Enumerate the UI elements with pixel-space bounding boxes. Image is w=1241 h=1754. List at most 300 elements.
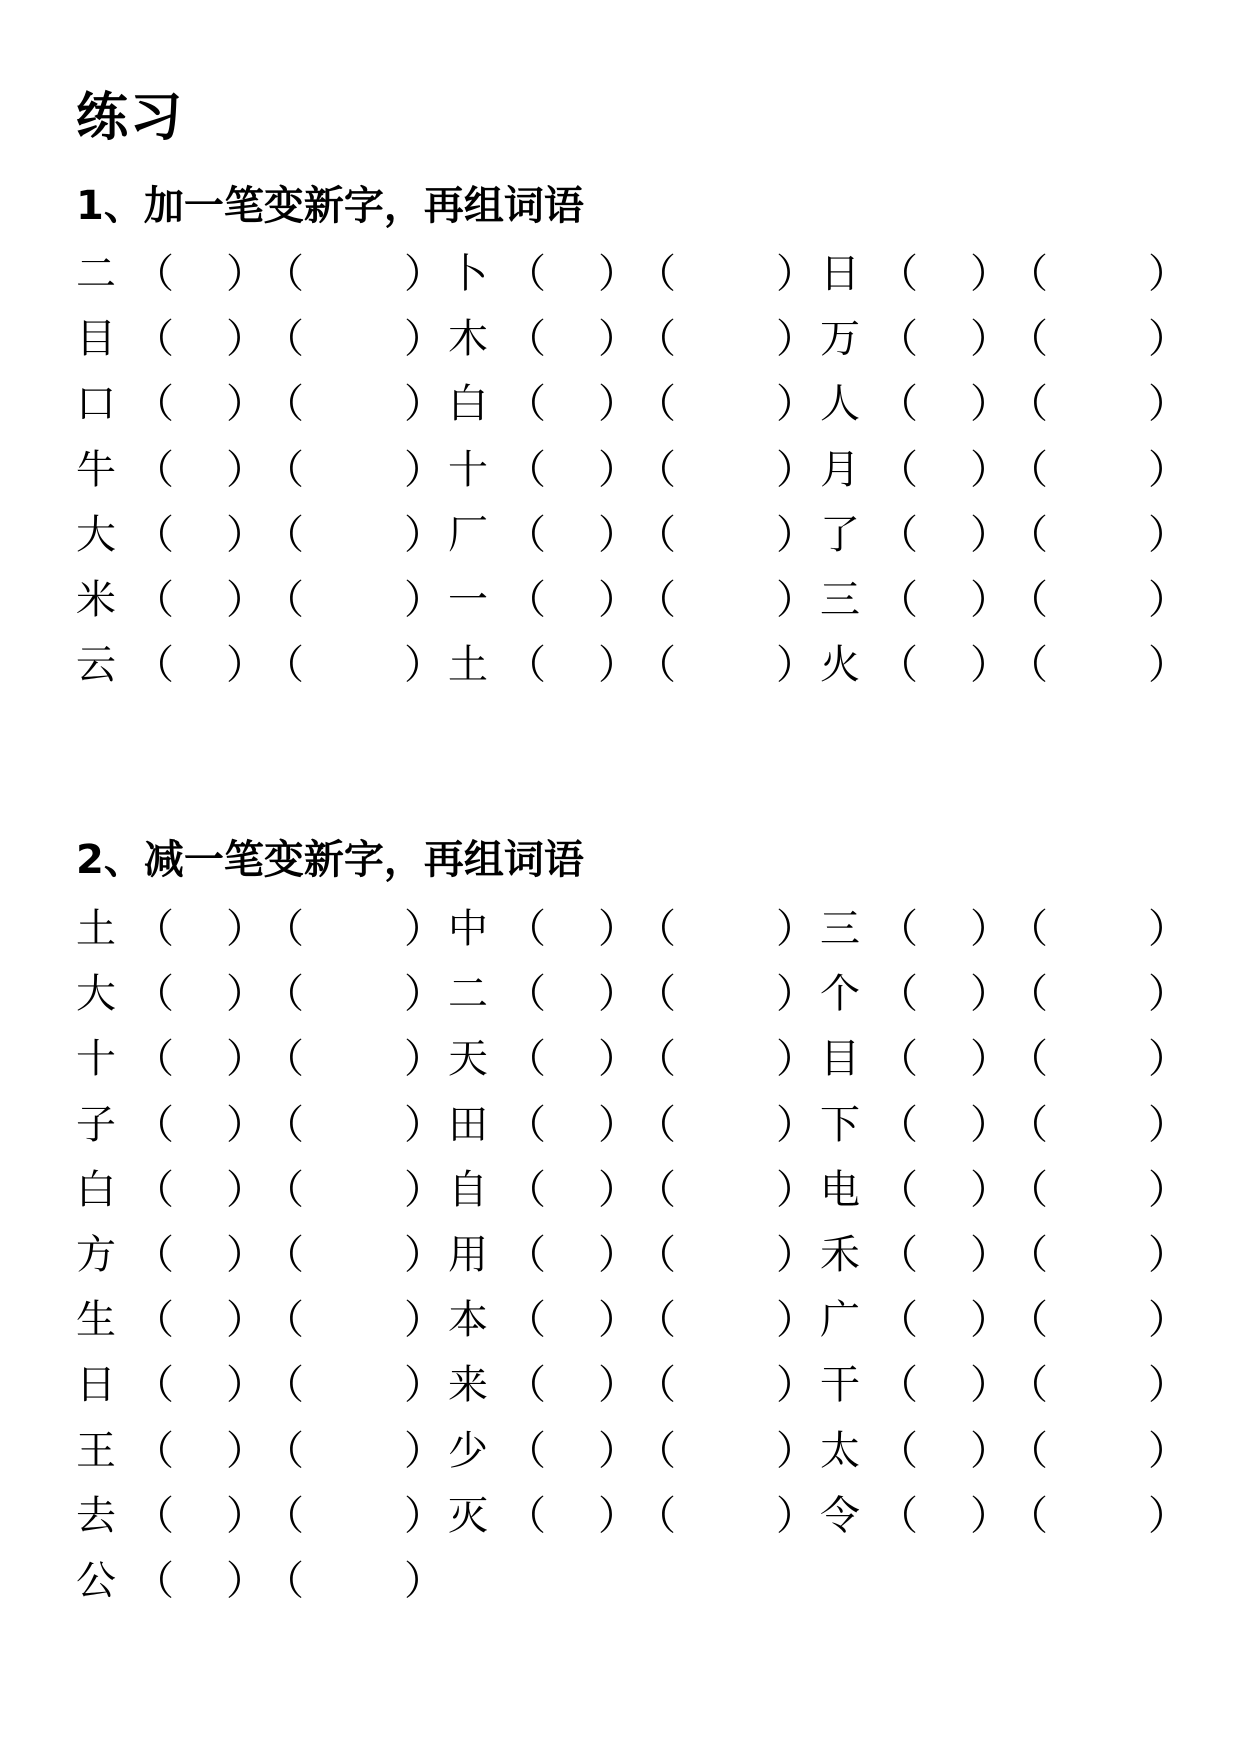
exercise-item (820, 575, 1192, 625)
character: 去 (76, 1492, 116, 1539)
answer-word-close: ） (1148, 906, 1188, 952)
answer-char-close: ） (226, 1297, 266, 1344)
answer-char-open: （ (506, 1231, 546, 1278)
answer-word-open: （ (1008, 1427, 1048, 1474)
answer-word-open: （ (1008, 1362, 1048, 1409)
answer-word-open: （ (1008, 1231, 1048, 1278)
answer-word-open: （ (264, 576, 304, 623)
character: 卜 (448, 251, 488, 297)
answer-word-close: ） (1148, 446, 1188, 493)
exercise-row (76, 969, 1188, 1034)
answer-word-close: ） (404, 1166, 444, 1213)
character: 子 (76, 1101, 116, 1148)
exercise-row (76, 314, 1188, 379)
character: 天 (448, 1036, 488, 1083)
exercise-item (820, 1100, 1192, 1150)
answer-word-open: （ (264, 1231, 304, 1278)
character: 十 (448, 446, 488, 493)
answer-char-close: ） (226, 446, 266, 493)
answer-char-close: ） (970, 316, 1010, 363)
exercise-item (76, 1100, 448, 1150)
answer-word-open: （ (1008, 642, 1048, 689)
character: 大 (76, 971, 116, 1018)
answer-word-open: （ (636, 446, 676, 493)
page-title: 练习 (76, 88, 185, 148)
exercise-item (448, 1426, 820, 1476)
exercise-row (76, 1426, 1188, 1491)
exercise-item (76, 1491, 448, 1541)
character: 灭 (448, 1492, 488, 1539)
answer-word-open: （ (636, 1166, 676, 1213)
exercise-row (76, 1556, 1176, 1621)
answer-word-open: （ (636, 1362, 676, 1409)
answer-word-close: ） (1148, 1362, 1188, 1409)
exercise-item (820, 640, 1192, 690)
answer-char-close: ） (598, 1427, 638, 1474)
answer-char-open: （ (878, 1036, 918, 1083)
answer-char-open: （ (878, 1362, 918, 1409)
answer-char-open: （ (506, 251, 546, 297)
answer-word-open: （ (636, 1297, 676, 1344)
answer-char-open: （ (134, 1036, 174, 1083)
answer-char-open: （ (878, 576, 918, 623)
answer-word-close: ） (776, 511, 816, 558)
character: 一 (448, 576, 488, 623)
answer-word-close: ） (404, 576, 444, 623)
exercise-item (448, 510, 820, 560)
answer-word-close: ） (1148, 251, 1188, 297)
character: 自 (448, 1166, 488, 1213)
answer-char-close: ） (598, 971, 638, 1018)
answer-word-open: （ (1008, 576, 1048, 623)
answer-char-close: ） (226, 1101, 266, 1148)
exercise-item (448, 640, 820, 690)
exercise-item (76, 1230, 448, 1280)
character: 米 (76, 576, 116, 623)
answer-char-open: （ (878, 381, 918, 428)
answer-char-open: （ (506, 381, 546, 428)
answer-word-open: （ (264, 971, 304, 1018)
answer-word-close: ） (776, 1231, 816, 1278)
answer-char-close: ） (970, 1231, 1010, 1278)
section-1-heading: 1、加一笔变新字，再组词语 (76, 183, 584, 229)
character: 土 (76, 906, 116, 952)
exercise-row (76, 1230, 1188, 1295)
answer-word-close: ） (776, 971, 816, 1018)
answer-word-open: （ (264, 1362, 304, 1409)
answer-char-open: （ (134, 576, 174, 623)
answer-word-open: （ (636, 642, 676, 689)
answer-word-close: ） (776, 1036, 816, 1083)
exercise-item (448, 1100, 820, 1150)
answer-char-open: （ (134, 1427, 174, 1474)
answer-word-open: （ (636, 1101, 676, 1148)
character: 个 (820, 971, 860, 1018)
answer-word-close: ） (776, 906, 816, 952)
exercise-row (76, 904, 1188, 969)
answer-word-open: （ (264, 1297, 304, 1344)
exercise-item (76, 445, 448, 495)
character: 云 (76, 642, 116, 689)
exercise-item (820, 249, 1192, 299)
answer-word-open: （ (636, 1427, 676, 1474)
answer-char-close: ） (970, 511, 1010, 558)
answer-word-close: ） (776, 381, 816, 428)
answer-char-close: ） (970, 1492, 1010, 1539)
exercise-item (76, 510, 448, 560)
character: 火 (820, 642, 860, 689)
exercise-item (820, 379, 1192, 429)
answer-word-close: ） (776, 1101, 816, 1148)
character: 本 (448, 1297, 488, 1344)
answer-char-open: （ (506, 576, 546, 623)
answer-word-close: ） (1148, 971, 1188, 1018)
answer-char-close: ） (226, 511, 266, 558)
exercise-item (76, 314, 448, 364)
answer-word-close: ） (1148, 1427, 1188, 1474)
character: 土 (448, 642, 488, 689)
answer-word-open: （ (636, 511, 676, 558)
answer-char-open: （ (878, 1427, 918, 1474)
section-2-heading: 2、减一笔变新字，再组词语 (76, 837, 584, 883)
answer-char-open: （ (134, 906, 174, 952)
character: 二 (76, 251, 116, 297)
answer-word-open: （ (1008, 1101, 1048, 1148)
answer-word-close: ） (404, 511, 444, 558)
exercise-row (76, 379, 1188, 444)
character: 三 (820, 906, 860, 952)
answer-char-close: ） (226, 576, 266, 623)
answer-char-open: （ (134, 1492, 174, 1539)
answer-char-close: ） (226, 316, 266, 363)
answer-char-open: （ (878, 971, 918, 1018)
exercise-item (76, 969, 448, 1019)
answer-char-open: （ (134, 316, 174, 363)
exercise-row (76, 1100, 1188, 1165)
answer-word-open: （ (264, 1557, 304, 1604)
answer-word-close: ） (776, 251, 816, 297)
character: 目 (76, 316, 116, 363)
character: 白 (76, 1166, 116, 1213)
answer-word-close: ） (1148, 1231, 1188, 1278)
exercise-item (76, 249, 448, 299)
answer-word-open: （ (1008, 906, 1048, 952)
answer-word-open: （ (636, 906, 676, 952)
answer-char-close: ） (598, 381, 638, 428)
exercise-row (76, 249, 1188, 314)
answer-word-close: ） (776, 316, 816, 363)
answer-word-open: （ (1008, 1492, 1048, 1539)
exercise-item (820, 1034, 1192, 1084)
answer-char-open: （ (134, 1557, 174, 1604)
answer-word-close: ） (1148, 381, 1188, 428)
answer-word-close: ） (776, 1297, 816, 1344)
answer-char-close: ） (970, 642, 1010, 689)
answer-word-close: ） (404, 1297, 444, 1344)
answer-word-close: ） (776, 446, 816, 493)
exercise-row (76, 445, 1188, 510)
answer-word-open: （ (1008, 446, 1048, 493)
answer-word-close: ） (1148, 1297, 1188, 1344)
answer-word-close: ） (404, 1492, 444, 1539)
answer-word-open: （ (636, 251, 676, 297)
answer-word-close: ） (404, 1231, 444, 1278)
answer-char-open: （ (134, 381, 174, 428)
answer-char-close: ） (970, 1297, 1010, 1344)
character: 日 (820, 251, 860, 297)
answer-word-open: （ (264, 906, 304, 952)
character: 大 (76, 511, 116, 558)
exercise-item (820, 1165, 1192, 1215)
answer-char-close: ） (226, 642, 266, 689)
character: 公 (76, 1557, 116, 1604)
answer-word-open: （ (264, 511, 304, 558)
character: 方 (76, 1231, 116, 1278)
answer-char-open: （ (506, 1101, 546, 1148)
exercise-row (76, 510, 1188, 575)
answer-word-open: （ (1008, 971, 1048, 1018)
answer-word-close: ） (776, 576, 816, 623)
character: 日 (76, 1362, 116, 1409)
exercise-item (820, 445, 1192, 495)
exercise-item (448, 379, 820, 429)
answer-word-close: ） (776, 1492, 816, 1539)
character: 十 (76, 1036, 116, 1083)
answer-char-open: （ (134, 1166, 174, 1213)
exercise-item (448, 1230, 820, 1280)
answer-char-open: （ (878, 446, 918, 493)
answer-char-close: ） (970, 576, 1010, 623)
answer-char-open: （ (506, 971, 546, 1018)
character: 电 (820, 1166, 860, 1213)
exercise-item (76, 1360, 448, 1410)
answer-word-close: ） (776, 1362, 816, 1409)
exercise-item (820, 1426, 1192, 1476)
exercise-item (820, 510, 1192, 560)
answer-word-open: （ (1008, 1297, 1048, 1344)
answer-char-close: ） (226, 381, 266, 428)
exercise-item (448, 314, 820, 364)
answer-word-close: ） (1148, 316, 1188, 363)
answer-char-close: ） (970, 381, 1010, 428)
answer-char-close: ） (598, 446, 638, 493)
answer-word-open: （ (264, 1166, 304, 1213)
answer-char-close: ） (970, 1166, 1010, 1213)
answer-word-open: （ (1008, 1166, 1048, 1213)
character: 下 (820, 1101, 860, 1148)
answer-char-open: （ (506, 642, 546, 689)
answer-char-open: （ (878, 1492, 918, 1539)
answer-char-close: ） (598, 1231, 638, 1278)
character: 太 (820, 1427, 860, 1474)
answer-word-close: ） (404, 1101, 444, 1148)
character: 王 (76, 1427, 116, 1474)
answer-word-open: （ (264, 381, 304, 428)
answer-char-open: （ (134, 511, 174, 558)
answer-word-open: （ (264, 446, 304, 493)
answer-char-close: ） (598, 906, 638, 952)
character: 少 (448, 1427, 488, 1474)
answer-word-close: ） (1148, 576, 1188, 623)
answer-char-open: （ (506, 1166, 546, 1213)
character: 木 (448, 316, 488, 363)
answer-word-open: （ (636, 381, 676, 428)
character: 干 (820, 1362, 860, 1409)
exercise-row (76, 1491, 1188, 1556)
answer-char-close: ） (226, 1427, 266, 1474)
answer-char-open: （ (878, 642, 918, 689)
answer-word-close: ） (1148, 1036, 1188, 1083)
answer-word-close: ） (1148, 1492, 1188, 1539)
answer-char-open: （ (878, 1101, 918, 1148)
answer-word-close: ） (776, 1427, 816, 1474)
exercise-item (820, 314, 1192, 364)
exercise-item (448, 1491, 820, 1541)
answer-word-close: ） (404, 381, 444, 428)
answer-word-open: （ (636, 1036, 676, 1083)
section-1-exercise-grid (76, 249, 1188, 705)
character: 中 (448, 906, 488, 952)
answer-char-open: （ (134, 446, 174, 493)
character: 广 (820, 1297, 860, 1344)
answer-word-open: （ (1008, 251, 1048, 297)
character: 用 (448, 1231, 488, 1278)
answer-word-open: （ (636, 971, 676, 1018)
answer-word-close: ） (404, 1036, 444, 1083)
answer-char-close: ） (598, 1297, 638, 1344)
character: 厂 (448, 511, 488, 558)
answer-word-open: （ (264, 316, 304, 363)
answer-char-close: ） (970, 1036, 1010, 1083)
answer-char-close: ） (970, 971, 1010, 1018)
answer-char-close: ） (226, 1557, 266, 1604)
answer-word-close: ） (776, 1166, 816, 1213)
answer-char-close: ） (226, 1492, 266, 1539)
character: 月 (820, 446, 860, 493)
exercise-item (448, 1034, 820, 1084)
answer-word-close: ） (1148, 1101, 1188, 1148)
answer-char-close: ） (970, 1427, 1010, 1474)
exercise-item (820, 1360, 1192, 1410)
answer-word-close: ） (404, 1427, 444, 1474)
answer-word-close: ） (404, 906, 444, 952)
answer-char-close: ） (226, 251, 266, 297)
section-2-exercise-grid (76, 904, 1188, 1621)
answer-char-close: ） (226, 906, 266, 952)
answer-word-close: ） (404, 1557, 444, 1604)
answer-char-close: ） (970, 1101, 1010, 1148)
character: 目 (820, 1036, 860, 1083)
character: 了 (820, 511, 860, 558)
answer-char-open: （ (134, 1362, 174, 1409)
answer-word-open: （ (264, 1492, 304, 1539)
exercise-item (448, 445, 820, 495)
exercise-item (448, 1295, 820, 1345)
answer-char-close: ） (598, 251, 638, 297)
character: 令 (820, 1492, 860, 1539)
character: 禾 (820, 1231, 860, 1278)
answer-char-open: （ (134, 1297, 174, 1344)
answer-word-open: （ (636, 1492, 676, 1539)
character: 万 (820, 316, 860, 363)
exercise-item (820, 1491, 1192, 1541)
answer-word-close: ） (404, 316, 444, 363)
exercise-item (76, 1295, 448, 1345)
answer-char-close: ） (226, 1362, 266, 1409)
answer-char-close: ） (226, 1166, 266, 1213)
answer-char-open: （ (134, 251, 174, 297)
answer-char-close: ） (970, 906, 1010, 952)
answer-word-close: ） (404, 971, 444, 1018)
exercise-row (76, 575, 1188, 640)
exercise-item (76, 575, 448, 625)
exercise-item (76, 1426, 448, 1476)
answer-char-open: （ (506, 1427, 546, 1474)
answer-word-open: （ (264, 1427, 304, 1474)
answer-word-close: ） (1148, 642, 1188, 689)
answer-char-close: ） (970, 1362, 1010, 1409)
answer-char-close: ） (598, 1101, 638, 1148)
answer-word-open: （ (1008, 381, 1048, 428)
exercise-item (448, 904, 820, 954)
answer-char-open: （ (506, 446, 546, 493)
answer-char-open: （ (134, 1101, 174, 1148)
answer-char-close: ） (226, 971, 266, 1018)
exercise-item (448, 1165, 820, 1215)
exercise-row (76, 640, 1188, 705)
character: 人 (820, 381, 860, 428)
answer-word-open: （ (636, 576, 676, 623)
answer-char-open: （ (878, 316, 918, 363)
character: 口 (76, 381, 116, 428)
answer-char-close: ） (598, 1362, 638, 1409)
answer-char-close: ） (598, 511, 638, 558)
exercise-item (820, 969, 1192, 1019)
exercise-item (448, 969, 820, 1019)
answer-char-open: （ (506, 511, 546, 558)
exercise-row (76, 1034, 1188, 1099)
exercise-item (820, 1230, 1192, 1280)
exercise-row (76, 1165, 1188, 1230)
answer-char-open: （ (506, 316, 546, 363)
answer-char-close: ） (226, 1036, 266, 1083)
character: 田 (448, 1101, 488, 1148)
exercise-row (76, 1360, 1188, 1425)
answer-char-open: （ (506, 1297, 546, 1344)
answer-char-open: （ (506, 906, 546, 952)
exercise-item (76, 640, 448, 690)
answer-word-close: ） (404, 642, 444, 689)
answer-word-open: （ (264, 642, 304, 689)
answer-word-close: ） (404, 251, 444, 297)
character: 牛 (76, 446, 116, 493)
answer-word-open: （ (264, 1036, 304, 1083)
exercise-row (76, 1295, 1188, 1360)
exercise-item (76, 904, 448, 954)
exercise-item (76, 379, 448, 429)
answer-word-close: ） (776, 642, 816, 689)
answer-char-open: （ (506, 1492, 546, 1539)
answer-char-open: （ (878, 1297, 918, 1344)
character: 三 (820, 576, 860, 623)
answer-char-close: ） (226, 1231, 266, 1278)
answer-char-open: （ (878, 511, 918, 558)
answer-word-open: （ (264, 251, 304, 297)
exercise-item (76, 1556, 448, 1606)
answer-char-open: （ (878, 906, 918, 952)
answer-char-close: ） (970, 251, 1010, 297)
exercise-item (76, 1034, 448, 1084)
